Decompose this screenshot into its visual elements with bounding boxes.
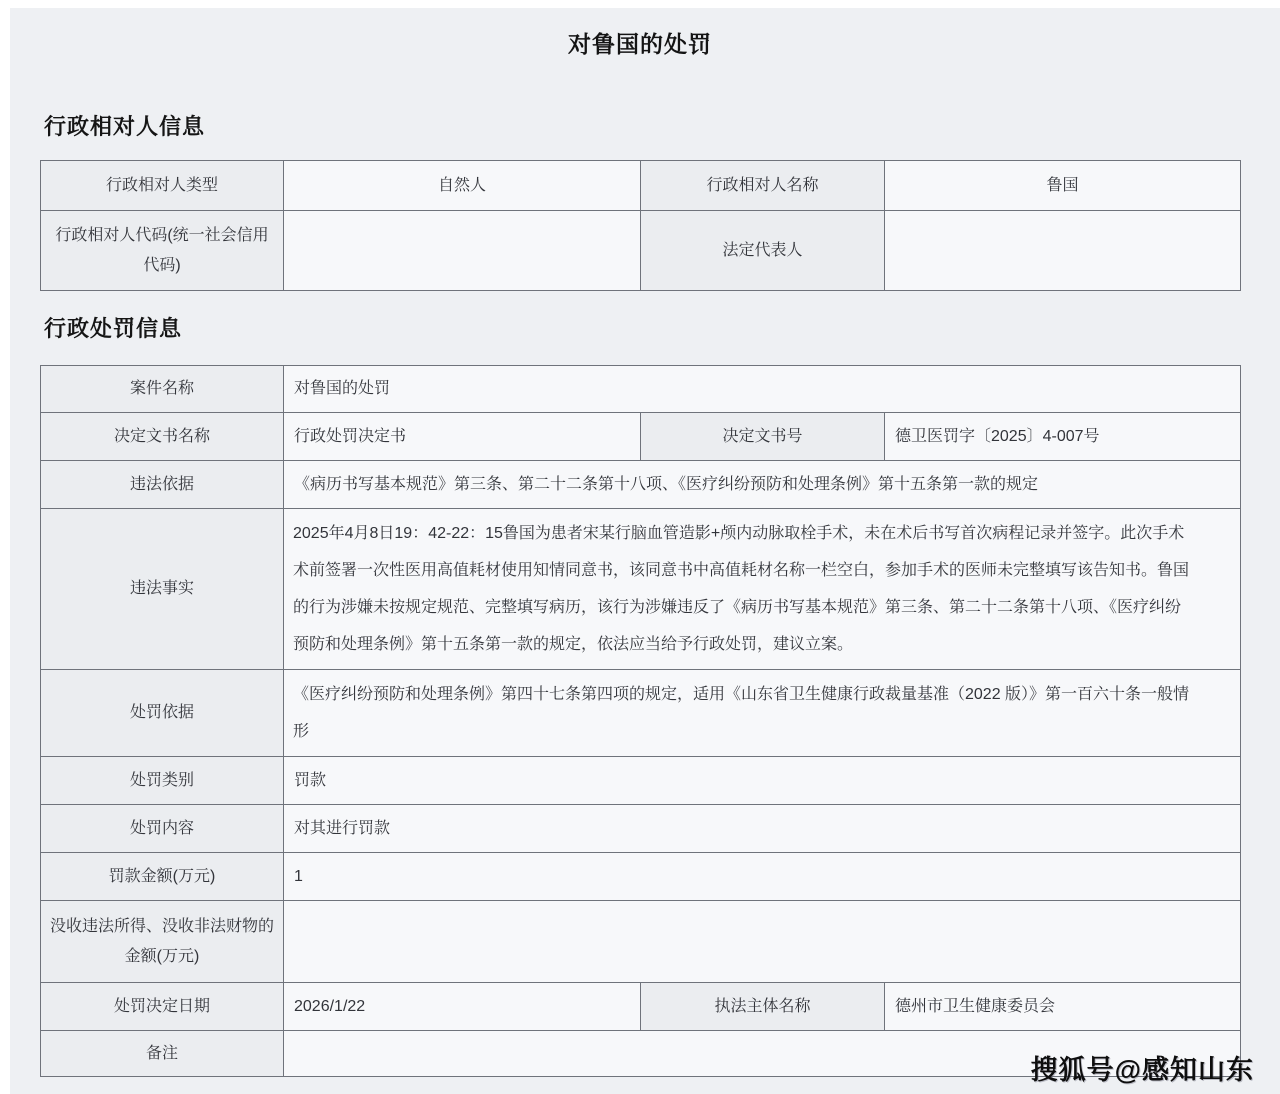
- table-row: [41, 983, 1241, 1031]
- confiscation-amount-value: [284, 901, 1241, 983]
- party-name-value: 鲁国: [885, 161, 1241, 211]
- table-row: [41, 461, 1241, 509]
- case-name-label: 案件名称: [41, 366, 284, 413]
- table-row: [41, 366, 1241, 413]
- confiscation-amount-label: 没收违法所得、没收非法财物的金额(万元): [41, 901, 284, 983]
- penalty-basis-value: 《医疗纠纷预防和处理条例》第四十七条第四项的规定，适用《山东省卫生健康行政裁量基准（2022 版）》第一百六十条一般情形: [284, 670, 1241, 757]
- table-row: [41, 670, 1241, 757]
- legal-representative-label: 法定代表人: [641, 211, 885, 291]
- party-info-table: [40, 160, 1241, 291]
- penalty-info-table: [40, 365, 1241, 1077]
- decision-doc-number-label: 决定文书号: [641, 413, 885, 461]
- table-row: [41, 901, 1241, 983]
- table-row: [41, 757, 1241, 805]
- table-row: [41, 211, 1241, 291]
- violation-basis-label: 违法依据: [41, 461, 284, 509]
- remarks-label: 备注: [41, 1031, 284, 1077]
- table-row: [41, 805, 1241, 853]
- decision-date-value: 2026/1/22: [284, 983, 641, 1031]
- party-code-label: 行政相对人代码(统一社会信用代码): [41, 211, 284, 291]
- penalty-basis-label: 处罚依据: [41, 670, 284, 757]
- table-row: [41, 509, 1241, 670]
- legal-representative-value: [885, 211, 1241, 291]
- decision-doc-number-value: 德卫医罚字〔2025〕4-007号: [885, 413, 1241, 461]
- table-row: [41, 161, 1241, 211]
- penalty-content-label: 处罚内容: [41, 805, 284, 853]
- enforcement-agency-label: 执法主体名称: [641, 983, 885, 1031]
- sohu-watermark: 搜狐号@感知山东: [1030, 1055, 1254, 1085]
- section-heading-penalty-info: 行政处罚信息: [44, 316, 183, 341]
- page-title: 对鲁国的处罚: [568, 31, 712, 57]
- table-row: [41, 413, 1241, 461]
- party-name-label: 行政相对人名称: [641, 161, 885, 211]
- violation-facts-label: 违法事实: [41, 509, 284, 670]
- party-type-value: 自然人: [284, 161, 641, 211]
- penalty-category-value: 罚款: [284, 757, 1241, 805]
- decision-date-label: 处罚决定日期: [41, 983, 284, 1031]
- fine-amount-value: 1: [284, 853, 1241, 901]
- violation-basis-value: 《病历书写基本规范》第三条、第二十二条第十八项、《医疗纠纷预防和处理条例》第十五条第一款的规定: [284, 461, 1241, 509]
- fine-amount-label: 罚款金额(万元): [41, 853, 284, 901]
- enforcement-agency-value: 德州市卫生健康委员会: [885, 983, 1241, 1031]
- table-row: [41, 853, 1241, 901]
- decision-doc-name-value: 行政处罚决定书: [284, 413, 641, 461]
- decision-doc-name-label: 决定文书名称: [41, 413, 284, 461]
- party-type-label: 行政相对人类型: [41, 161, 284, 211]
- penalty-content-value: 对其进行罚款: [284, 805, 1241, 853]
- penalty-category-label: 处罚类别: [41, 757, 284, 805]
- case-name-value: 对鲁国的处罚: [284, 366, 1241, 413]
- violation-facts-value: 2025年4月8日19：42-22：15鲁国为患者宋某行脑血管造影+颅内动脉取栓手术，未在术后书写首次病程记录并签字。此次手术术前签署一次性医用高值耗材使用知情同意书，该同意书中高值耗材名称一栏空白，参加手术的医师未完整填写该告知书。鲁国的行为涉嫌未按规定规范、完整填写病历，该行为涉嫌违反了《病历书写基本规范》第三条、第二十二条第十八项、《医疗纠纷预防和处理条例》第十五条第一款的规定，依法应当给予行政处罚，建议立案。: [284, 509, 1241, 670]
- section-heading-party-info: 行政相对人信息: [44, 114, 206, 139]
- party-code-value: [284, 211, 641, 291]
